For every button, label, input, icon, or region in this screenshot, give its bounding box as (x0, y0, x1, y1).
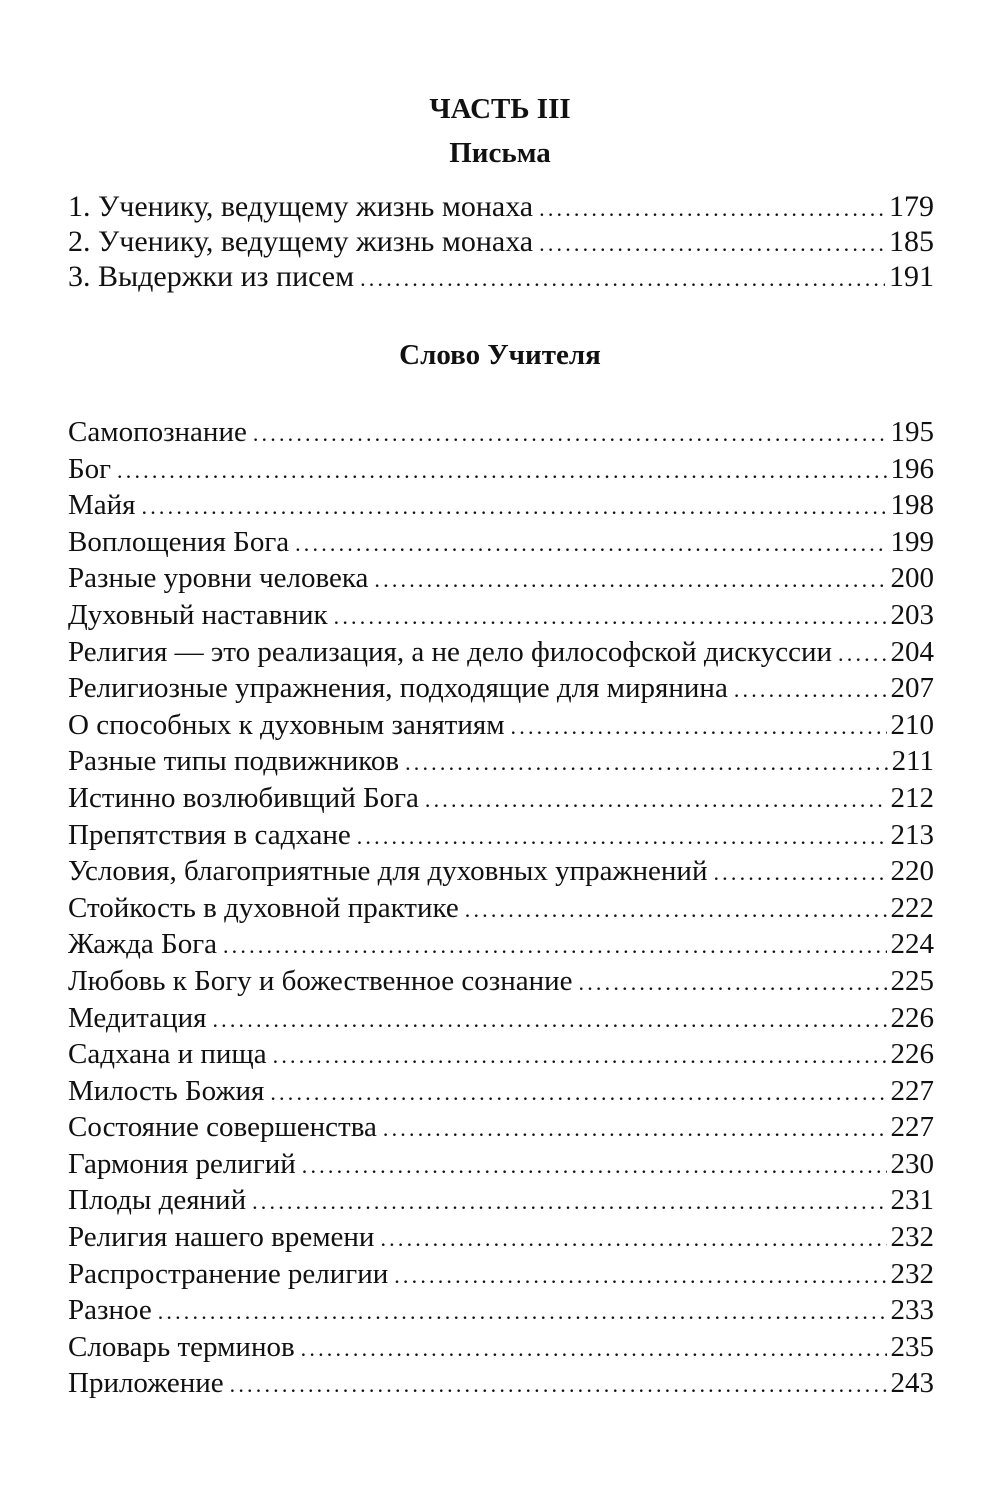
toc-entry-page: 225 (890, 964, 934, 997)
toc-entry-page: 222 (890, 891, 934, 924)
toc-entry-page: 231 (890, 1184, 934, 1217)
toc-row[interactable] (68, 259, 934, 294)
toc-entry-page: 211 (891, 745, 934, 778)
dot-leader (383, 1111, 887, 1148)
toc-entry-title: Разные уровни человека (68, 562, 369, 595)
toc-row[interactable] (68, 743, 934, 780)
dot-leader (734, 672, 887, 709)
toc-row[interactable] (68, 817, 934, 854)
toc-entry-page: 196 (890, 452, 934, 485)
toc-entry-title: Религия — это реализация, а не дело философской дискуссии (68, 635, 833, 668)
toc-entry-page: 199 (890, 525, 934, 558)
letters-list (68, 189, 934, 294)
toc-entry-page: 198 (890, 489, 934, 522)
dot-leader (230, 1367, 887, 1404)
toc-row[interactable] (68, 890, 934, 927)
toc-entry-title: Словарь терминов (68, 1330, 295, 1363)
toc-entry-page: 203 (890, 598, 934, 631)
dot-leader (713, 855, 886, 892)
toc-row[interactable] (68, 1219, 934, 1256)
toc-entry-title: Духовный наставник (68, 598, 328, 631)
dot-leader (539, 191, 885, 226)
toc-entry-title: Условия, благоприятные для духовных упражнений (68, 855, 708, 888)
section-title: Слово Учителя (399, 339, 601, 371)
toc-entry-title: Религия нашего времени (68, 1221, 375, 1254)
toc-entry-page: 232 (890, 1221, 934, 1254)
toc-entry-page: 235 (890, 1330, 934, 1363)
toc-row[interactable] (68, 1109, 934, 1146)
toc-entry-page: 232 (890, 1257, 934, 1290)
dot-leader (273, 1038, 887, 1075)
toc-entry-page: 191 (889, 260, 934, 293)
toc-entry-page: 230 (890, 1147, 934, 1180)
toc-entry-page: 200 (890, 562, 934, 595)
toc-entry-title: Майя (68, 489, 136, 522)
toc-entry-page: 185 (889, 225, 934, 258)
toc-row[interactable] (68, 1182, 934, 1219)
toc-entry-page: 204 (890, 635, 934, 668)
toc-entry-page: 226 (890, 1038, 934, 1071)
toc-entry-page: 210 (890, 708, 934, 741)
dot-leader (511, 709, 887, 746)
dot-leader (223, 928, 887, 965)
dot-leader (394, 1258, 886, 1295)
toc-row[interactable] (68, 1365, 934, 1402)
dot-leader (117, 453, 886, 490)
toc-row[interactable] (68, 1292, 934, 1329)
dot-leader (357, 819, 887, 856)
toc-row[interactable] (68, 963, 934, 1000)
toc-row[interactable] (68, 634, 934, 671)
toc-entry-title: 2. Ученику, ведущему жизнь монаха (68, 225, 534, 258)
toc-entry-page: 220 (890, 855, 934, 888)
toc-entry-title: Медитация (68, 1001, 207, 1034)
toc-entry-page: 227 (890, 1074, 934, 1107)
toc-row[interactable] (68, 1329, 934, 1366)
dot-leader (425, 782, 887, 819)
dot-leader (360, 261, 885, 296)
toc-entry-title: Садхана и пища (68, 1038, 267, 1071)
dot-leader (212, 1002, 886, 1039)
dot-leader (270, 1075, 886, 1112)
toc-row[interactable] (68, 1036, 934, 1073)
toc-row[interactable] (68, 1000, 934, 1037)
toc-entry-page: 179 (889, 190, 934, 223)
toc-entry-page: 226 (890, 1001, 934, 1034)
toc-entry-title: 3. Выдержки из писем (68, 260, 355, 293)
toc-entry-page: 213 (890, 818, 934, 851)
toc-entry-page: 233 (890, 1294, 934, 1327)
toc-entry-title: Плоды деяний (68, 1184, 247, 1217)
toc-entry-page: 212 (890, 781, 934, 814)
dot-leader (465, 892, 887, 929)
dot-leader (252, 1184, 886, 1221)
toc-row[interactable] (68, 224, 934, 259)
part-title: ЧАСТЬ III (429, 93, 571, 125)
toc-entry-title: Самопознание (68, 416, 247, 448)
part-subtitle: Письма (449, 137, 551, 169)
dot-leader (301, 1331, 887, 1368)
toc-entry-title: Истинно возлюбивщий Бога (68, 781, 419, 814)
toc-row[interactable] (68, 414, 934, 451)
toc-row[interactable] (68, 560, 934, 597)
toc-entry-title: Приложение (68, 1367, 224, 1400)
toc-entry-title: Жажда Бога (68, 928, 217, 961)
toc-row[interactable] (68, 597, 934, 634)
toc-entry-page: 227 (890, 1111, 934, 1144)
dot-leader (158, 1294, 887, 1331)
toc-entry-title: Препятствия в садхане (68, 818, 351, 851)
toc-entry-page: 243 (890, 1367, 934, 1400)
toc-entry-title: Религиозные упражнения, подходящие для мирянина (68, 672, 728, 705)
dot-leader (579, 965, 887, 1002)
toc-row[interactable] (68, 707, 934, 744)
dot-leader (302, 1148, 887, 1185)
toc-entry-title: Состояние совершенства (68, 1111, 377, 1144)
dot-leader (374, 562, 886, 599)
toc-row[interactable] (68, 1073, 934, 1110)
dot-leader (295, 526, 886, 563)
toc-entry-title: Распространение религии (68, 1257, 389, 1290)
toc-entry-title: 1. Ученику, ведущему жизнь монаха (68, 190, 534, 223)
dot-leader (142, 489, 887, 526)
dot-leader (405, 745, 887, 782)
dot-leader (380, 1221, 886, 1258)
toc-row[interactable] (68, 189, 934, 224)
toc-row[interactable] (68, 926, 934, 963)
toc-row[interactable] (68, 853, 934, 890)
entries-list (68, 414, 934, 1402)
toc-entry-page: 207 (890, 672, 934, 705)
toc-row[interactable] (68, 1146, 934, 1183)
dot-leader (334, 599, 887, 636)
toc-row[interactable] (68, 487, 934, 524)
toc-entry-page: 224 (890, 928, 934, 961)
dot-leader (253, 416, 887, 453)
dot-leader (539, 226, 885, 261)
toc-entry-title: Милость Божия (68, 1074, 265, 1107)
toc-row[interactable] (68, 451, 934, 488)
toc-entry-title: Воплощения Бога (68, 525, 290, 558)
toc-entry-title: О способных к духовным занятиям (68, 708, 505, 741)
toc-entry-title: Гармония религий (68, 1147, 296, 1180)
toc-entry-title: Бог (68, 452, 112, 485)
toc-entry-title: Разные типы подвижников (68, 745, 400, 778)
toc-entry-title: Разное (68, 1294, 152, 1327)
toc-entry-title: Любовь к Богу и божественное сознание (68, 964, 573, 997)
toc-entry-title: Стойкость в духовной практике (68, 891, 459, 924)
toc-row[interactable] (68, 670, 934, 707)
toc-row[interactable] (68, 780, 934, 817)
dot-leader (838, 636, 886, 673)
toc-row[interactable] (68, 1256, 934, 1293)
toc-entry-page: 195 (890, 416, 934, 448)
toc-row[interactable] (68, 524, 934, 561)
